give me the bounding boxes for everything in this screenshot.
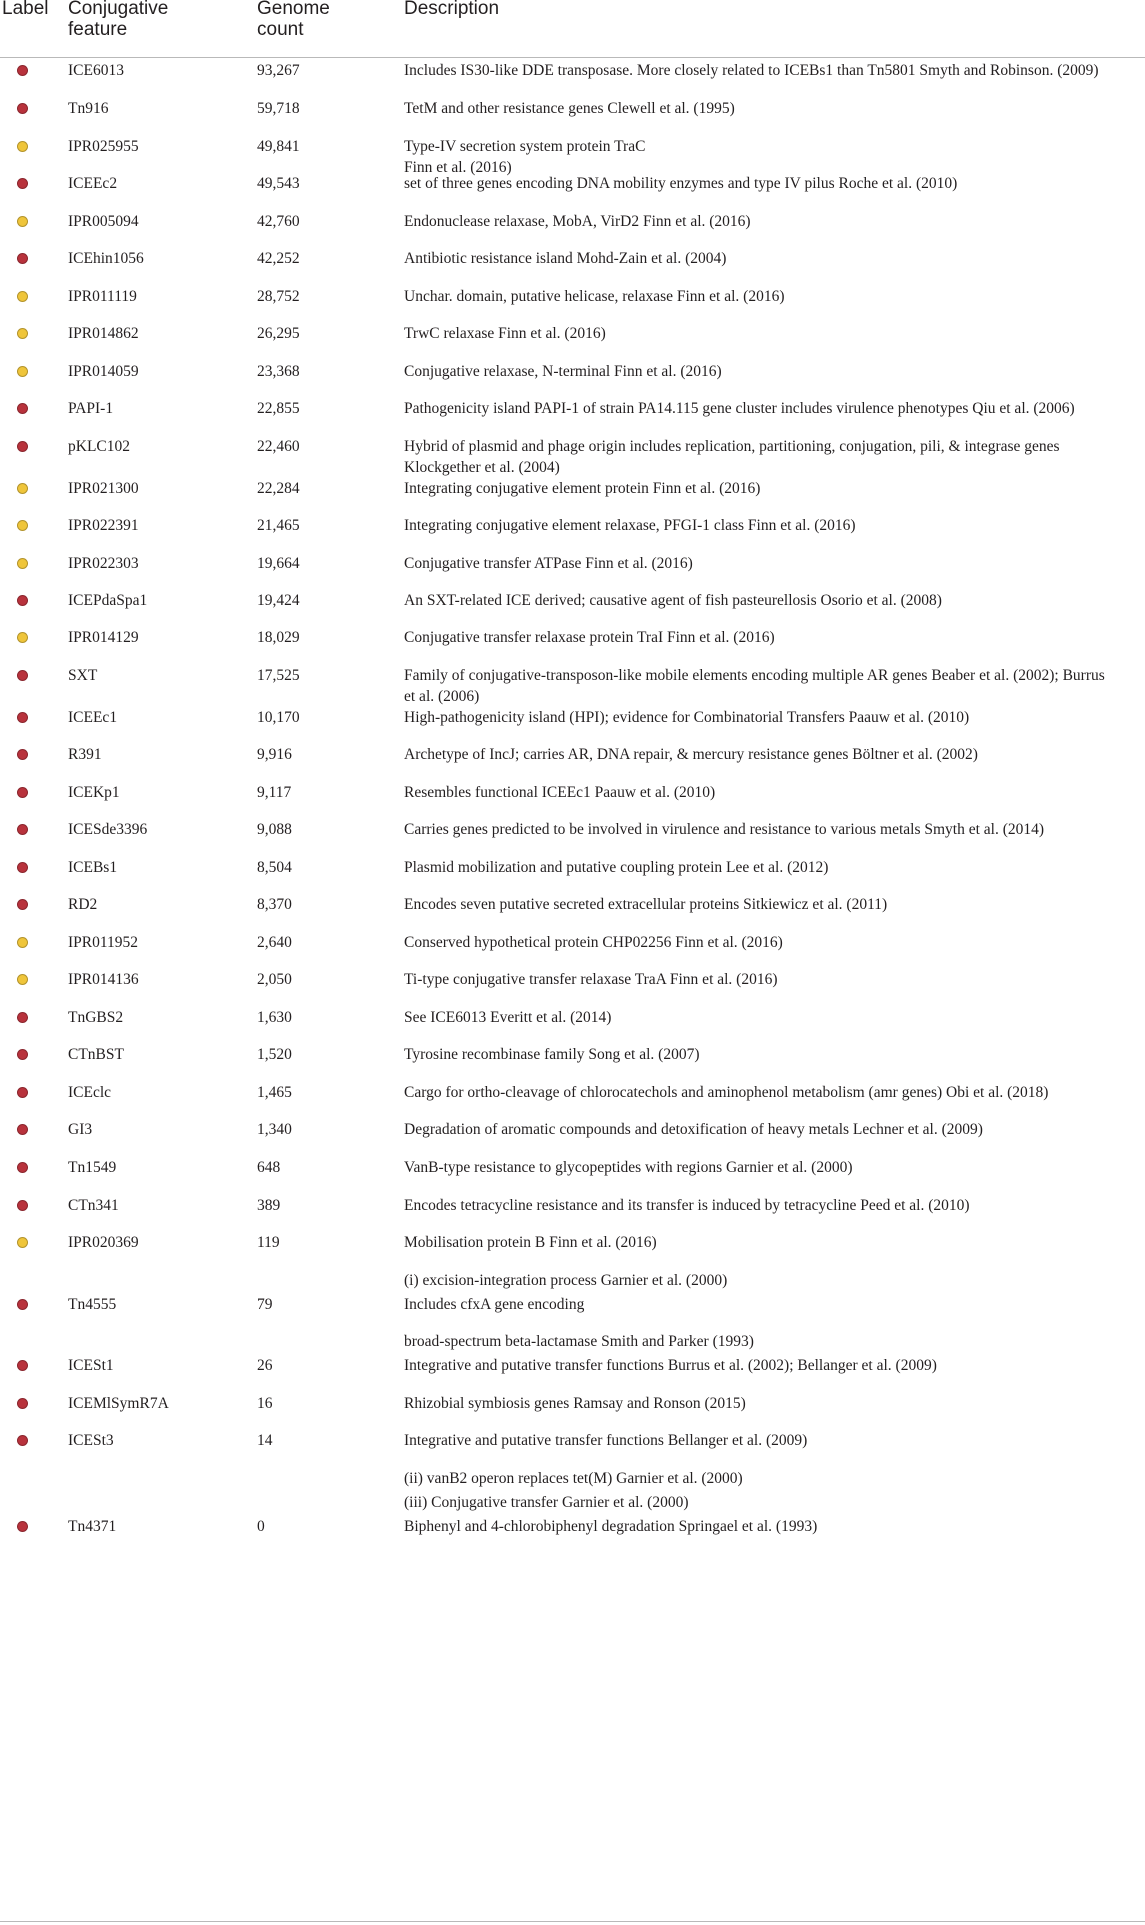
red-dot-icon	[17, 1360, 28, 1371]
yellow-dot-icon	[17, 291, 28, 302]
genome-count-cell: 18,029	[257, 629, 300, 646]
conjugative-feature-cell: PAPI-1	[68, 400, 114, 417]
red-dot-icon	[17, 1162, 28, 1173]
conjugative-feature-cell: ICESde3396	[68, 821, 148, 838]
red-dot-icon	[17, 1049, 28, 1060]
genome-count-cell: 93,267	[257, 62, 300, 79]
genome-count-cell: 22,284	[257, 480, 300, 497]
yellow-dot-icon	[17, 483, 28, 494]
genome-count-cell: 9,088	[257, 821, 292, 838]
genome-count-cell: 42,252	[257, 250, 300, 267]
conjugative-feature-cell: ICESt1	[68, 1357, 114, 1374]
yellow-dot-icon	[17, 366, 28, 377]
conjugative-feature-cell: ICEBs1	[68, 859, 118, 876]
genome-count-cell: 59,718	[257, 100, 300, 117]
genome-count-cell: 648	[257, 1159, 281, 1176]
conjugative-feature-cell: SXT	[68, 667, 98, 684]
description-cell: An SXT-related ICE derived; causative agent of fish pasteurellosis Osorio et al. (2008)	[404, 592, 942, 609]
conjugative-feature-cell: CTnBST	[68, 1046, 124, 1063]
description-cell: TrwC relaxase Finn et al. (2016)	[404, 325, 606, 342]
description-cell: Hybrid of plasmid and phage origin includes replication, partitioning, conjugation, pili, & integrase genes	[404, 438, 1060, 455]
description-cell: Klockgether et al. (2004)	[404, 459, 560, 476]
description-cell: Degradation of aromatic compounds and detoxification of heavy metals Lechner et al. (2009)	[404, 1121, 983, 1138]
conjugative-feature-cell: Tn4371	[68, 1518, 117, 1535]
red-dot-icon	[17, 1521, 28, 1532]
yellow-dot-icon	[17, 216, 28, 227]
red-dot-icon	[17, 1435, 28, 1446]
red-dot-icon	[17, 749, 28, 760]
genome-count-cell: 1,630	[257, 1009, 292, 1026]
conjugative-feature-cell: Tn1549	[68, 1159, 117, 1176]
description-cell: Type-IV secretion system protein TraC	[404, 138, 646, 155]
conjugative-feature-cell: IPR020369	[68, 1234, 139, 1251]
genome-count-cell: 28,752	[257, 288, 300, 305]
yellow-dot-icon	[17, 937, 28, 948]
red-dot-icon	[17, 862, 28, 873]
yellow-dot-icon	[17, 141, 28, 152]
genome-count-cell: 1,520	[257, 1046, 292, 1063]
description-cell: Includes cfxA gene encoding	[404, 1296, 585, 1313]
conjugative-feature-cell: Tn916	[68, 100, 109, 117]
red-dot-icon	[17, 103, 28, 114]
conjugative-feature-cell: ICEhin1056	[68, 250, 144, 267]
genome-count-cell: 19,424	[257, 592, 300, 609]
description-cell: (i) excision-integration process Garnier et al. (2000)	[404, 1272, 728, 1289]
red-dot-icon	[17, 824, 28, 835]
red-dot-icon	[17, 441, 28, 452]
genome-count-cell: 2,050	[257, 971, 292, 988]
yellow-dot-icon	[17, 1237, 28, 1248]
genome-count-cell: 2,640	[257, 934, 292, 951]
description-cell: Carries genes predicted to be involved in virulence and resistance to various metals Smyth et al. (2014)	[404, 821, 1045, 838]
conjugative-feature-cell: IPR021300	[68, 480, 139, 497]
red-dot-icon	[17, 1012, 28, 1023]
red-dot-icon	[17, 253, 28, 264]
red-dot-icon	[17, 712, 28, 723]
description-cell: Conjugative relaxase, N-terminal Finn et al. (2016)	[404, 363, 722, 380]
description-cell: Archetype of IncJ; carries AR, DNA repair, & mercury resistance genes Böltner et al. (2002)	[404, 746, 978, 763]
yellow-dot-icon	[17, 328, 28, 339]
genome-count-cell: 1,340	[257, 1121, 292, 1138]
table-bottom-rule	[0, 1921, 1145, 1922]
genome-count-cell: 14	[257, 1432, 273, 1449]
conjugative-feature-cell: ICEEc1	[68, 709, 118, 726]
conjugative-feature-cell: CTn341	[68, 1197, 119, 1214]
yellow-dot-icon	[17, 520, 28, 531]
description-cell: Pathogenicity island PAPI-1 of strain PA14.115 gene cluster includes virulence phenotypes Qiu et al. (2006)	[404, 400, 1075, 417]
description-cell: Conjugative transfer relaxase protein TraI Finn et al. (2016)	[404, 629, 775, 646]
description-cell: Integrative and putative transfer functions Burrus et al. (2002); Bellanger et al. (2009)	[404, 1357, 937, 1374]
table-header	[0, 0, 1145, 58]
genome-count-cell: 26	[257, 1357, 273, 1374]
conjugative-feature-cell: TnGBS2	[68, 1009, 124, 1026]
description-cell: Conjugative transfer ATPase Finn et al. (2016)	[404, 555, 693, 572]
description-cell: Endonuclease relaxase, MobA, VirD2 Finn et al. (2016)	[404, 213, 751, 230]
red-dot-icon	[17, 1124, 28, 1135]
yellow-dot-icon	[17, 632, 28, 643]
conjugative-feature-cell: IPR011952	[68, 934, 139, 951]
genome-count-cell: 8,370	[257, 896, 292, 913]
red-dot-icon	[17, 1398, 28, 1409]
conjugative-feature-cell: IPR014129	[68, 629, 139, 646]
genome-count-cell: 389	[257, 1197, 281, 1214]
description-cell: et al. (2006)	[404, 688, 480, 705]
genome-count-cell: 16	[257, 1395, 273, 1412]
description-cell: Integrative and putative transfer functions Bellanger et al. (2009)	[404, 1432, 808, 1449]
genome-count-cell: 1,465	[257, 1084, 292, 1101]
header-description: Description	[404, 0, 500, 19]
genome-count-cell: 79	[257, 1296, 273, 1313]
header-genome-count: Genome count	[257, 0, 330, 40]
red-dot-icon	[17, 899, 28, 910]
genome-count-cell: 17,525	[257, 667, 300, 684]
description-cell: TetM and other resistance genes Clewell et al. (1995)	[404, 100, 735, 117]
conjugative-feature-cell: IPR014059	[68, 363, 139, 380]
description-cell: Rhizobial symbiosis genes Ramsay and Ronson (2015)	[404, 1395, 746, 1412]
conjugative-feature-cell: IPR014136	[68, 971, 139, 988]
description-cell: Encodes seven putative secreted extracellular proteins Sitkiewicz et al. (2011)	[404, 896, 888, 913]
red-dot-icon	[17, 178, 28, 189]
header-conjugative-feature: Conjugative feature	[68, 0, 169, 40]
conjugative-feature-cell: ICEPdaSpa1	[68, 592, 148, 609]
genome-count-cell: 49,841	[257, 138, 300, 155]
genome-count-cell: 26,295	[257, 325, 300, 342]
conjugative-feature-cell: RD2	[68, 896, 98, 913]
conjugative-feature-cell: Tn4555	[68, 1296, 117, 1313]
yellow-dot-icon	[17, 558, 28, 569]
conjugative-feature-cell: ICEclc	[68, 1084, 112, 1101]
description-cell: Ti-type conjugative transfer relaxase TraA Finn et al. (2016)	[404, 971, 778, 988]
description-cell: See ICE6013 Everitt et al. (2014)	[404, 1009, 612, 1026]
red-dot-icon	[17, 595, 28, 606]
description-cell: (iii) Conjugative transfer Garnier et al. (2000)	[404, 1494, 689, 1511]
description-cell: Encodes tetracycline resistance and its transfer is induced by tetracycline Peed et al. (2010)	[404, 1197, 970, 1214]
red-dot-icon	[17, 1200, 28, 1211]
description-cell: Plasmid mobilization and putative coupling protein Lee et al. (2012)	[404, 859, 829, 876]
description-cell: set of three genes encoding DNA mobility enzymes and type IV pilus Roche et al. (2010)	[404, 175, 958, 192]
description-cell: VanB-type resistance to glycopeptides with regions Garnier et al. (2000)	[404, 1159, 853, 1176]
conjugative-feature-cell: IPR011119	[68, 288, 137, 305]
description-cell: Includes IS30-like DDE transposase. More closely related to ICEBs1 than Tn5801 Smyth and Robinson. (2009)	[404, 62, 1099, 79]
conjugative-feature-cell: IPR014862	[68, 325, 139, 342]
conjugative-feature-cell: ICEMlSymR7A	[68, 1395, 169, 1412]
conjugative-feature-cell: ICESt3	[68, 1432, 114, 1449]
genome-count-cell: 42,760	[257, 213, 300, 230]
description-cell: Conserved hypothetical protein CHP02256 Finn et al. (2016)	[404, 934, 783, 951]
description-cell: Biphenyl and 4-chlorobiphenyl degradation Springael et al. (1993)	[404, 1518, 818, 1535]
conjugative-feature-cell: GI3	[68, 1121, 93, 1138]
conjugative-feature-cell: IPR005094	[68, 213, 139, 230]
genome-count-cell: 23,368	[257, 363, 300, 380]
red-dot-icon	[17, 1087, 28, 1098]
conjugative-feature-cell: ICE6013	[68, 62, 124, 79]
genome-count-cell: 119	[257, 1234, 280, 1251]
conjugative-feature-cell: ICEKp1	[68, 784, 120, 801]
genome-count-cell: 22,855	[257, 400, 300, 417]
conjugative-feature-cell: R391	[68, 746, 102, 763]
genome-count-cell: 8,504	[257, 859, 292, 876]
description-cell: broad-spectrum beta-lactamase Smith and Parker (1993)	[404, 1333, 754, 1350]
description-cell: High-pathogenicity island (HPI); evidence for Combinatorial Transfers Paauw et al. (2010)	[404, 709, 970, 726]
red-dot-icon	[17, 1299, 28, 1310]
genome-count-cell: 49,543	[257, 175, 300, 192]
description-cell: Integrating conjugative element protein Finn et al. (2016)	[404, 480, 761, 497]
genome-count-cell: 9,117	[257, 784, 292, 801]
red-dot-icon	[17, 403, 28, 414]
description-cell: Unchar. domain, putative helicase, relaxase Finn et al. (2016)	[404, 288, 785, 305]
header-label: Label	[2, 0, 49, 19]
description-cell: Tyrosine recombinase family Song et al. (2007)	[404, 1046, 700, 1063]
conjugative-feature-cell: IPR022303	[68, 555, 139, 572]
red-dot-icon	[17, 670, 28, 681]
genome-count-cell: 0	[257, 1518, 265, 1535]
description-cell: Resembles functional ICEEc1 Paauw et al. (2010)	[404, 784, 716, 801]
genome-count-cell: 9,916	[257, 746, 292, 763]
description-cell: Integrating conjugative element relaxase, PFGI-1 class Finn et al. (2016)	[404, 517, 856, 534]
genome-count-cell: 19,664	[257, 555, 300, 572]
description-cell: Cargo for ortho-cleavage of chlorocatechols and aminophenol metabolism (amr genes) Obi et al. (2018)	[404, 1084, 1049, 1101]
description-cell: Family of conjugative-transposon-like mobile elements encoding multiple AR genes Beaber et al. (2002); Burrus	[404, 667, 1105, 684]
genome-count-cell: 10,170	[257, 709, 300, 726]
description-cell: Finn et al. (2016)	[404, 159, 512, 176]
conjugative-feature-cell: IPR025955	[68, 138, 139, 155]
conjugative-feature-cell: IPR022391	[68, 517, 139, 534]
red-dot-icon	[17, 787, 28, 798]
genome-count-cell: 21,465	[257, 517, 300, 534]
red-dot-icon	[17, 65, 28, 76]
conjugative-feature-cell: ICEEc2	[68, 175, 118, 192]
yellow-dot-icon	[17, 974, 28, 985]
description-cell: Antibiotic resistance island Mohd-Zain et al. (2004)	[404, 250, 727, 267]
description-cell: (ii) vanB2 operon replaces tet(M) Garnier et al. (2000)	[404, 1470, 743, 1487]
description-cell: Mobilisation protein B Finn et al. (2016)	[404, 1234, 657, 1251]
conjugative-feature-cell: pKLC102	[68, 438, 130, 455]
genome-count-cell: 22,460	[257, 438, 300, 455]
